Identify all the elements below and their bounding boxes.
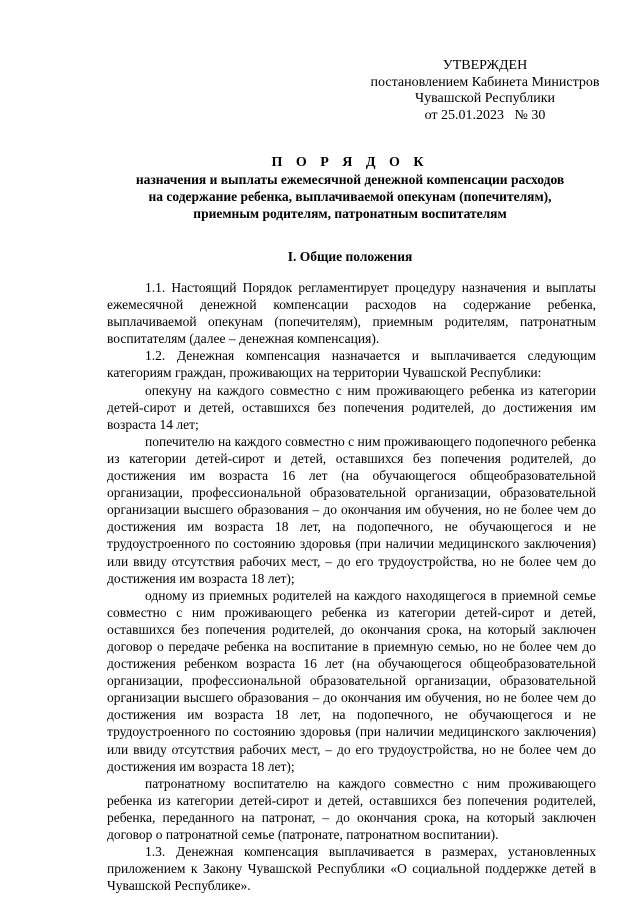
section-heading: I. Общие положения — [287, 249, 413, 264]
title-subtitle-line-3: приемным родителям, патронатным воспитателям — [193, 206, 507, 221]
approval-line-date: от 25.01.2023 № 30 — [424, 107, 546, 123]
paragraph-foster-parent: одному из приемных родителей на каждого находящегося в приемной семье совместно с ним проживающего ребенка из категории детей-сирот и детей, оставшихся без попечения родителей, до окончания срока, на который заключен договор о передаче ребенка на воспитание в приемную семью, но не более чем до достижения ребенком возраста 16 лет (на обучающегося общеобразовательной организации, профессиональной образовательной организации, образовательной организации высшего образования – до окончания им обучения, но не более чем до достижения им возраста 18 лет, на подопечного, не обучающегося и не трудоустроенного по состоянию здоровья (при наличии медицинского заключения) или ввиду отсутствия рабочих мест, – до его трудоустройства, но не более чем до достижения им возраста 18 лет); — [107, 587, 596, 774]
approval-line-resolution: постановлением Кабинета Министров — [370, 74, 600, 90]
paragraph-1-2: 1.2. Денежная компенсация назначается и выплачивается следующим категориям граждан, проживающих на территории Чувашской Республики: — [107, 348, 596, 381]
document-title — [100, 154, 600, 222]
paragraph-patronage-educator: патронатному воспитателю на каждого совместно с ним проживающего ребенка из категории детей-сирот и детей, оставшихся без попечения родителей, ребенка, переданного на патронат, – до окончания срока, на который заключен договор о патронатной семье (патронате, патронатном воспитании). — [107, 775, 596, 842]
title-main: П О Р Я Д О К — [271, 155, 429, 170]
title-subtitle-line-1: назначения и выплаты ежемесячной денежной компенсации расходов — [135, 172, 565, 187]
paragraph-1-1: 1.1. Настоящий Порядок регламентирует процедуру назначения и выплаты ежемесячной денежной компенсации расходов на содержание ребенка, выплачиваемой опекунам (попечителям), приемным родителям, патронатным воспитателям (далее – денежная компенсация). — [107, 280, 596, 347]
approval-line-republic: Чувашской Республики — [414, 91, 556, 106]
approval-stamp — [350, 58, 620, 124]
approval-line-approved: УТВЕРЖДЕН — [442, 58, 528, 73]
paragraph-1-3: 1.3. Денежная компенсация выплачивается в размерах, установленных приложением к Закону Чувашской Республики «О социальной поддержке детей в Чувашской Республике». — [107, 844, 596, 894]
document-body — [107, 279, 596, 894]
paragraph-trustee: попечителю на каждого совместно с ним проживающего подопечного ребенка из категории детей-сирот и детей, оставшихся без попечения родителей, до достижения им возраста 16 лет (на обучающегося общеобразовательной организации, профессиональной образовательной организации, образовательной организации высшего образования – до окончания им обучения, но не более чем до достижения им возраста 18 лет, на подопечного, не обучающегося и не трудоустроенного по состоянию здоровья (при наличии медицинского заключения) или ввиду отсутствия рабочих мест, – до его трудоустройства, но не более чем до достижения им возраста 18 лет); — [107, 433, 596, 586]
paragraph-guardian: опекуну на каждого совместно с ним проживающего ребенка из категории детей-сирот и детей, оставшихся без попечения родителей, до достижения им возраста 14 лет; — [107, 382, 596, 432]
title-subtitle-line-2: на содержание ребенка, выплачиваемой опекунам (попечителям), — [148, 189, 552, 204]
